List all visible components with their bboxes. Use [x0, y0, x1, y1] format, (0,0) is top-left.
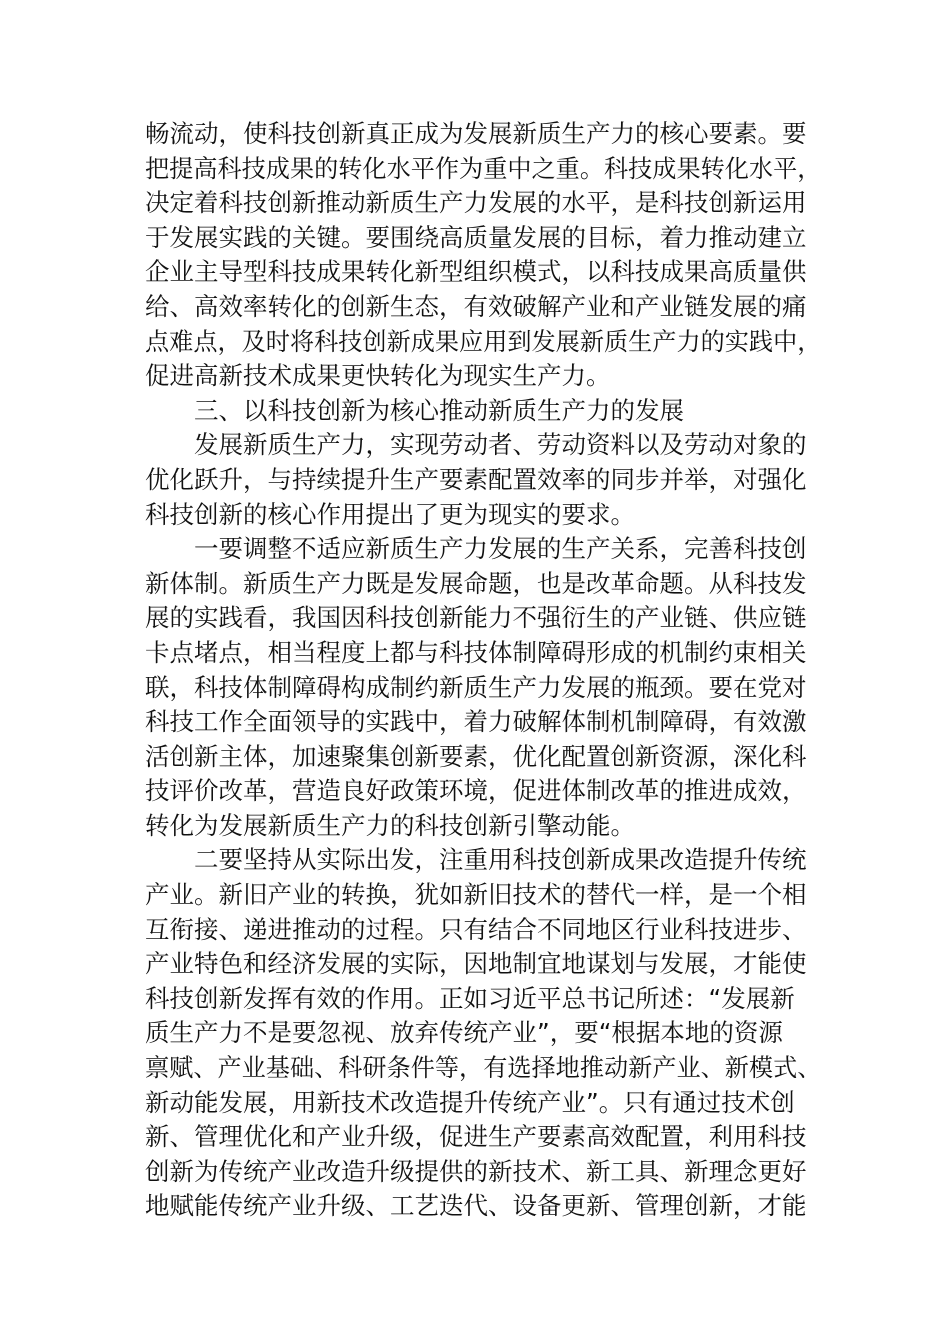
paragraph-first-line: 一要调整不适应新质生产力发展的生产关系，完善科技创 — [194, 534, 807, 564]
text-line: 决定着科技创新推动新质生产力发展的水平，是科技创新运用 — [145, 188, 807, 218]
text-line: 技评价改革，营造良好政策环境，促进体制改革的推进成效， — [145, 776, 807, 806]
text-line: 产业特色和经济发展的实际，因地制宜地谋划与发展，才能使 — [145, 949, 807, 979]
text-line: 优化跃升，与持续提升生产要素配置效率的同步并举，对强化 — [145, 464, 807, 494]
text-line: 质生产力不是要忽视、放弃传统产业”，要“根据本地的资源 — [145, 1018, 783, 1048]
text-line: 活创新主体，加速聚集创新要素，优化配置创新资源，深化科 — [145, 741, 807, 771]
text-line: 畅流动，使科技创新真正成为发展新质生产力的核心要素。要 — [145, 119, 807, 148]
text-line: 科技创新的核心作用提出了更为现实的要求。 — [145, 499, 635, 529]
paragraph-first-line: 二要坚持从实际出发，注重用科技创新成果改造提升传统 — [194, 845, 807, 875]
text-line: 促进高新技术成果更快转化为现实生产力。 — [145, 361, 611, 391]
text-line: 联，科技体制障碍构成制约新质生产力发展的瓶颈。要在党对 — [145, 672, 807, 702]
text-line: 新、管理优化和产业升级，促进生产要素高效配置，利用科技 — [145, 1122, 807, 1152]
text-line: 转化为发展新质生产力的科技创新引擎动能。 — [145, 810, 635, 840]
text-line: 新动能发展，用新技术改造提升传统产业”。只有通过技术创 — [145, 1087, 795, 1117]
paragraph-first-line: 发展新质生产力，实现劳动者、劳动资料以及劳动对象的 — [194, 430, 807, 460]
document-body — [145, 117, 825, 1224]
text-line: 点难点，及时将科技创新成果应用到发展新质生产力的实践中， — [145, 327, 822, 356]
text-line: 给、高效率转化的创新生态，有效破解产业和产业链发展的痛 — [145, 291, 807, 321]
text-line: 科技工作全面领导的实践中，着力破解体制机制障碍，有效激 — [145, 707, 807, 737]
text-line: 卡点堵点，相当程度上都与科技体制障碍形成的机制约束相关 — [145, 637, 807, 667]
paragraph-first-line: 三、以科技创新为核心推动新质生产力的发展 — [194, 395, 684, 425]
text-line: 互衔接、递进推动的过程。只有结合不同地区行业科技进步、 — [145, 914, 807, 944]
text-line: 于发展实践的关键。要围绕高质量发展的目标，着力推动建立 — [145, 222, 807, 252]
text-line: 展的实践看，我国因科技创新能力不强衍生的产业链、供应链 — [145, 603, 807, 633]
text-line: 创新为传统产业改造升级提供的新技术、新工具、新理念更好 — [145, 1156, 807, 1186]
text-line: 新体制。新质生产力既是发展命题，也是改革命题。从科技发 — [145, 568, 807, 598]
text-line: 企业主导型科技成果转化新型组织模式，以科技成果高质量供 — [145, 257, 807, 287]
text-line: 地赋能传统产业升级、工艺迭代、设备更新、管理创新，才能 — [145, 1191, 807, 1221]
text-line: 产业。新旧产业的转换，犹如新旧技术的替代一样，是一个相 — [145, 880, 807, 910]
text-line: 科技创新发挥有效的作用。正如习近平总书记所述：“发展新 — [145, 983, 795, 1013]
text-line: 把提高科技成果的转化水平作为重中之重。科技成果转化水平， — [145, 154, 822, 183]
text-line: 禀赋、产业基础、科研条件等，有选择地推动新产业、新模式、 — [145, 1054, 822, 1083]
